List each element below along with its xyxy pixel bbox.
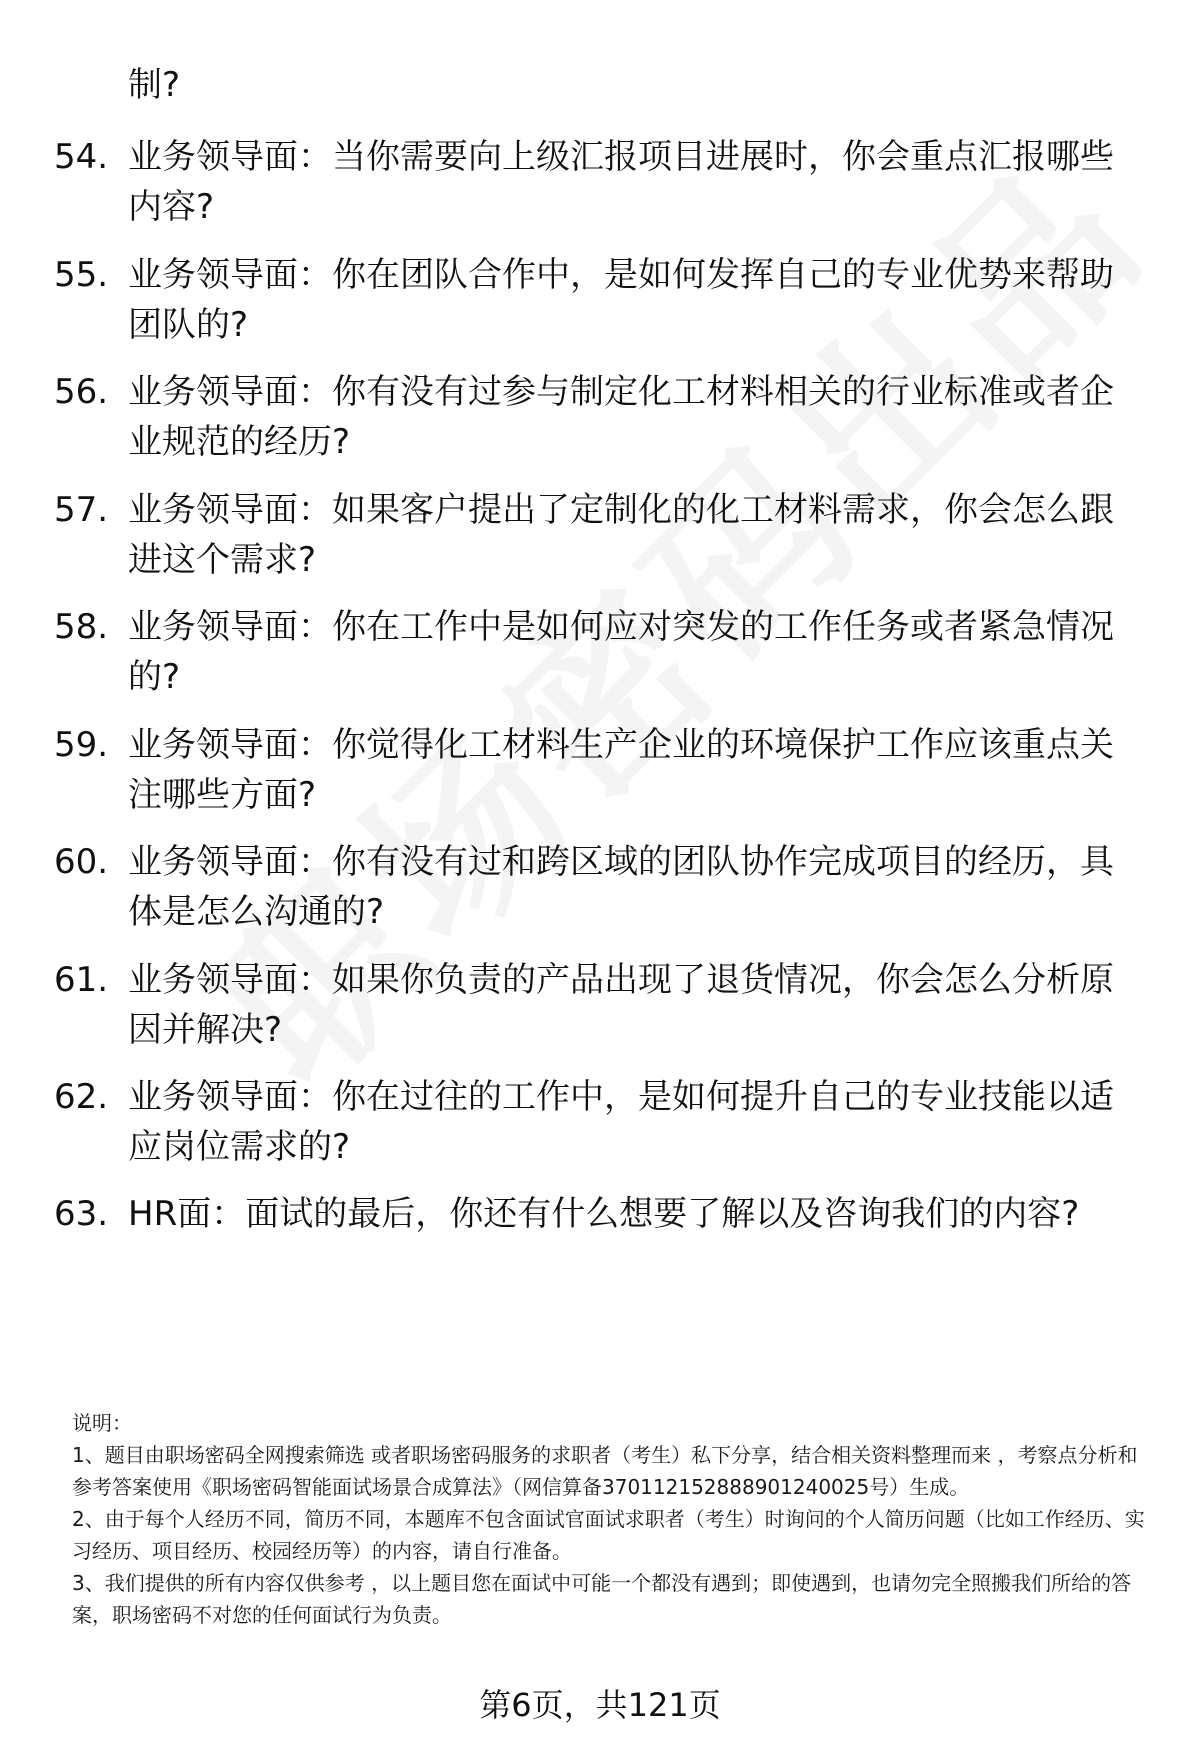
question-text: 业务领导面：你在团队合作中，是如何发挥自己的专业优势来帮助团队的? xyxy=(128,255,1114,345)
question-number: 55. xyxy=(54,255,109,295)
question-number: 63. xyxy=(54,1194,109,1234)
page-footer: 第6页，共121页 xyxy=(479,1686,721,1724)
question-number: 61. xyxy=(54,960,109,1000)
question-text: HR面：面试的最后，你还有什么想要了解以及咨询我们的内容? xyxy=(128,1194,1080,1234)
notes-heading: 说明： xyxy=(72,1411,132,1435)
question-text: 业务领导面：如果客户提出了定制化的化工材料需求，你会怎么跟进这个需求? xyxy=(128,490,1114,580)
question-number: 58. xyxy=(54,607,109,647)
notes-section xyxy=(72,1407,1152,1631)
question-text: 业务领导面：如果你负责的产品出现了退货情况，你会怎么分析原因并解决? xyxy=(128,960,1114,1050)
question-text: 业务领导面：你在过往的工作中，是如何提升自己的专业技能以适应岗位需求的? xyxy=(128,1077,1114,1167)
question-number: 62. xyxy=(54,1077,109,1117)
question-text: 业务领导面：你在工作中是如何应对突发的工作任务或者紧急情况的? xyxy=(128,607,1114,697)
question-text: 业务领导面：你觉得化工材料生产企业的环境保护工作应该重点关注哪些方面? xyxy=(128,725,1114,815)
question-number: 56. xyxy=(54,372,109,412)
question-text: 业务领导面：你有没有过和跨区域的团队协作完成项目的经历，具体是怎么沟通的? xyxy=(128,842,1114,932)
question-number: 60. xyxy=(54,842,109,882)
question-number: 54. xyxy=(54,137,109,177)
continuation-text: 制? xyxy=(128,65,181,105)
question-text: 业务领导面：当你需要向上级汇报项目进展时，你会重点汇报哪些内容? xyxy=(128,137,1114,227)
question-text: 业务领导面：你有没有过参与制定化工材料相关的行业标准或者企业规范的经历? xyxy=(128,372,1114,462)
note-item: 1、题目由职场密码全网搜索筛选 或者职场密码服务的求职者（考生）私下分享，结合相关资料整理而来 ，考察点分析和参考答案使用《职场密码智能面试场景合成算法》（网信算备370112152888901240025号）生成。 xyxy=(72,1443,1138,1499)
question-number: 57. xyxy=(54,490,109,530)
question-number: 59. xyxy=(54,725,109,765)
note-item: 2、由于每个人经历不同，简历不同，本题库不包含面试官面试求职者（考生）时询问的个人简历问题（比如工作经历、实习经历、项目经历、校园经历等）的内容，请自行准备。 xyxy=(72,1507,1145,1563)
note-item: 3、我们提供的所有内容仅供参考 ，以上题目您在面试中可能一个都没有遇到；即使遇到，也请勿完全照搬我们所给的答案，职场密码不对您的任何面试行为负责。 xyxy=(72,1571,1132,1627)
